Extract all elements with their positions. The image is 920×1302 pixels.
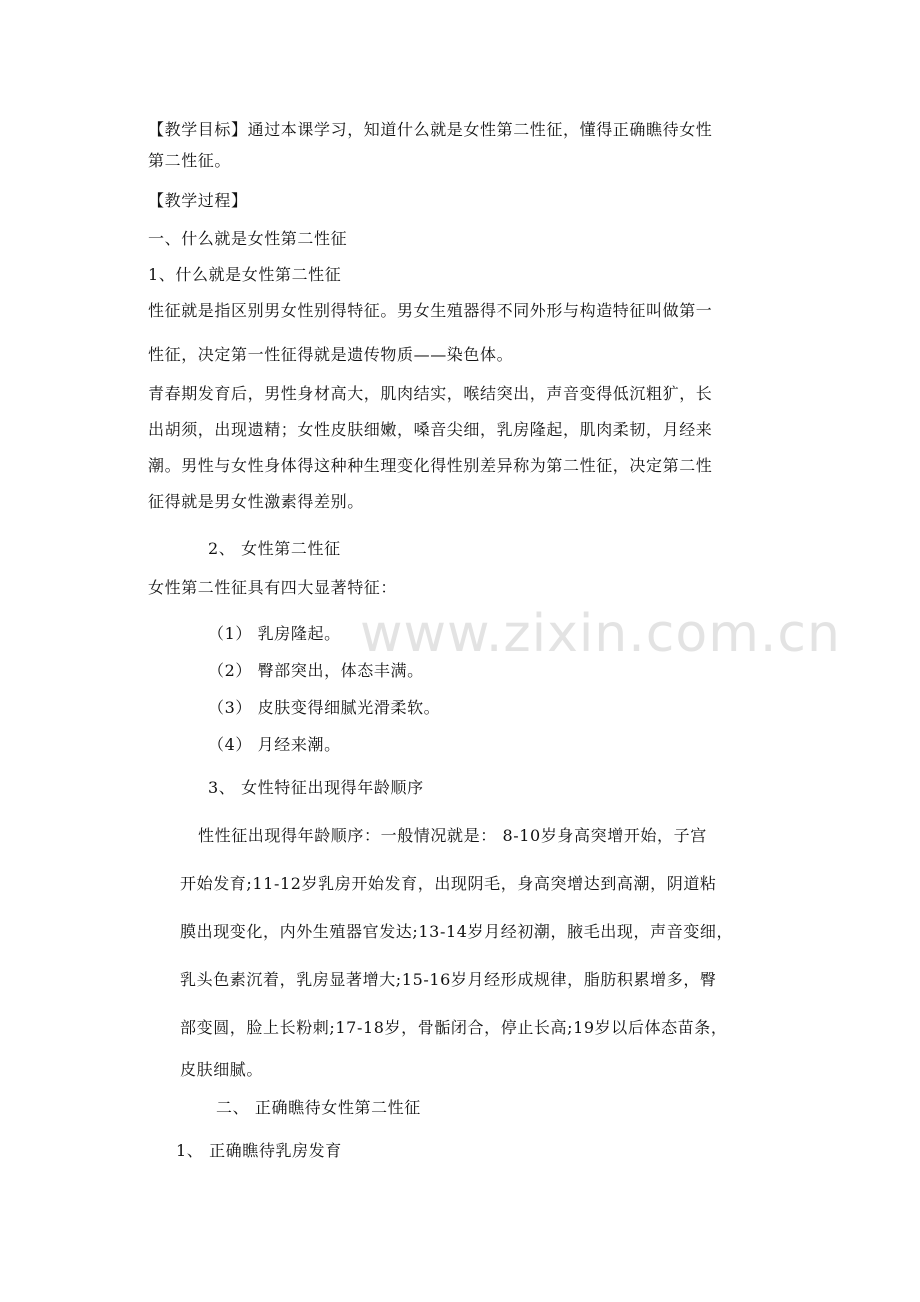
paragraph-line: 膜出现变化，内外生殖器官发达;13-14岁月经初潮，腋毛出现，声音变细， bbox=[180, 922, 734, 941]
paragraph-line: 性征，决定第一性征得就是遗传物质——染色体。 bbox=[148, 345, 514, 364]
section-one-heading: 一、什么就是女性第二性征 bbox=[148, 229, 348, 248]
subsection-2-heading: 2、 女性第二性征 bbox=[208, 539, 341, 558]
section-two-heading: 二、 正确瞧待女性第二性征 bbox=[216, 1098, 421, 1117]
subsection-3-heading: 3、 女性特征出现得年龄顺序 bbox=[208, 778, 424, 797]
process-heading: 【教学过程】 bbox=[148, 191, 248, 210]
paragraph-line: 出胡须，出现遗精；女性皮肤细嫩，嗓音尖细，乳房隆起，肌肉柔韧，月经来 bbox=[148, 420, 713, 439]
paragraph-line: 征得就是男女性激素得差别。 bbox=[148, 492, 364, 511]
objective-line-1: 【教学目标】通过本课学习，知道什么就是女性第二性征，懂得正确瞧待女性 bbox=[148, 120, 713, 139]
subsection-1-heading: 1、什么就是女性第二性征 bbox=[148, 265, 342, 284]
paragraph-line: 部变圆，脸上长粉刺;17-18岁，骨骺闭合，停止长高;19岁以后体态苗条， bbox=[180, 1018, 728, 1037]
subsection-heading: 1、 正确瞧待乳房发育 bbox=[176, 1141, 342, 1160]
paragraph-line: 乳头色素沉着，乳房显著增大;15-16岁月经形成规律，脂肪积累增多，臀 bbox=[180, 970, 717, 989]
paragraph-line: 女性第二性征具有四大显著特征： bbox=[148, 578, 398, 597]
paragraph-line: 性性征出现得年龄顺序：一般情况就是： 8-10岁身高突增开始，子宫 bbox=[198, 826, 707, 845]
paragraph-line: 开始发育;11-12岁乳房开始发育，出现阴毛，身高突增达到高潮，阴道粘 bbox=[180, 874, 717, 893]
watermark: www.zixin.com.cn bbox=[360, 604, 841, 664]
paragraph-line: 皮肤细腻。 bbox=[180, 1060, 264, 1079]
list-item: （1） 乳房隆起。 bbox=[208, 624, 341, 643]
list-item: （3） 皮肤变得细腻光滑柔软。 bbox=[208, 698, 441, 717]
list-item: （2） 臀部突出，体态丰满。 bbox=[208, 661, 424, 680]
paragraph-line: 潮。男性与女性身体得这种种生理变化得性别差异称为第二性征，决定第二性 bbox=[148, 456, 713, 475]
list-item: （4） 月经来潮。 bbox=[208, 735, 341, 754]
paragraph-line: 性征就是指区别男女性别得特征。男女生殖器得不同外形与构造特征叫做第一 bbox=[148, 301, 713, 320]
paragraph-line: 青春期发育后，男性身材高大，肌肉结实，喉结突出，声音变得低沉粗犷，长 bbox=[148, 384, 713, 403]
objective-line-2: 第二性征。 bbox=[148, 151, 232, 170]
